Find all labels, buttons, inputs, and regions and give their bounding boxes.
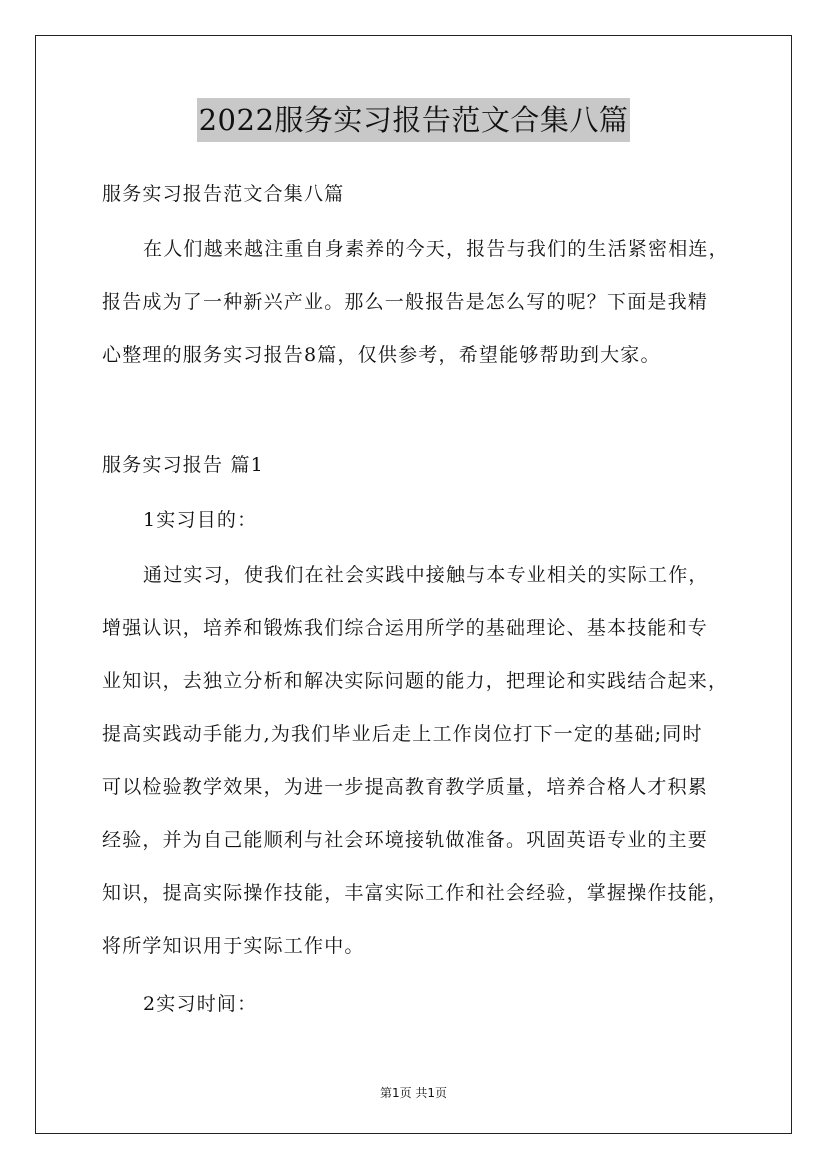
page-footer: 第1页 共1页 — [379, 1086, 448, 1100]
title-container — [0, 98, 827, 142]
item2-heading: 2实习时间： — [143, 993, 258, 1015]
section-heading: 服务实习报告 篇1 — [102, 454, 264, 476]
intro-line-1: 在人们越来越注重自身素养的今天，报告与我们的生活紧密相连， — [143, 238, 729, 260]
body-line-5: 可以检验教学效果，为进一步提高教育教学质量，培养合格人才积累 — [102, 776, 709, 798]
body-line-3: 业知识，去独立分析和解决实际问题的能力，把理论和实践结合起来， — [102, 670, 729, 692]
intro-line-3: 心整理的服务实习报告8篇，仅供参考，希望能够帮助到大家。 — [102, 344, 661, 366]
body-line-8: 将所学知识用于实际工作中。 — [102, 935, 365, 957]
item1-heading: 1实习目的： — [143, 509, 258, 531]
body-line-7: 知识，提高实际操作技能，丰富实际工作和社会经验，掌握操作技能， — [102, 882, 729, 904]
body-line-1: 通过实习，使我们在社会实践中接触与本专业相关的实际工作， — [143, 564, 709, 586]
document-subtitle: 服务实习报告范文合集八篇 — [102, 183, 345, 205]
body-line-2: 增强认识，培养和锻炼我们综合运用所学的基础理论、基本技能和专 — [102, 617, 709, 639]
intro-line-2: 报告成为了一种新兴产业。那么一般报告是怎么写的呢？下面是我精 — [102, 291, 709, 313]
body-line-6: 经验，并为自己能顺利与社会环境接轨做准备。巩固英语专业的主要 — [102, 829, 709, 851]
document-title: 2022服务实习报告范文合集八篇 — [197, 98, 631, 142]
body-line-4: 提高实践动手能力,为我们毕业后走上工作岗位打下一定的基础;同时 — [102, 723, 703, 745]
